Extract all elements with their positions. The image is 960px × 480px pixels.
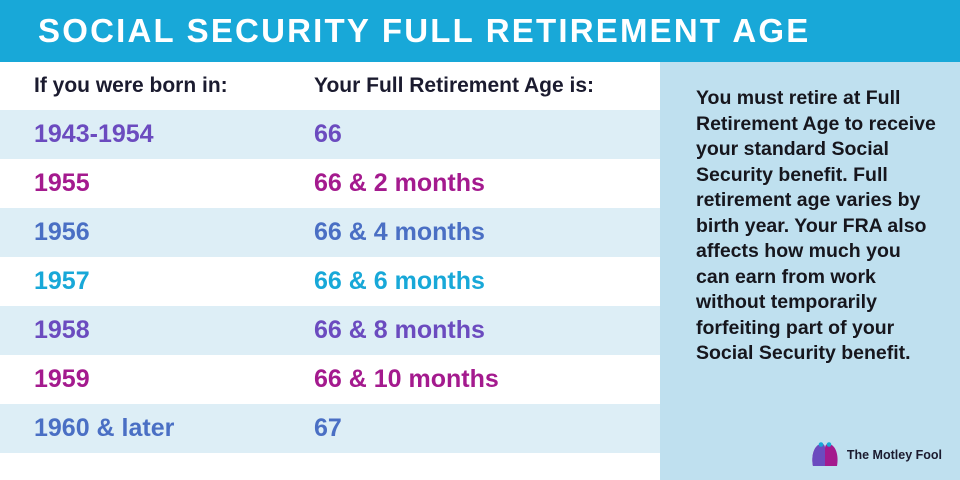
cell-retirement-age: 66 & 2 months (314, 169, 485, 197)
table-header-row (0, 62, 660, 110)
cell-birth-year: 1943-1954 (34, 120, 154, 148)
brand-name: The Motley Fool (846, 448, 942, 462)
page-title: SOCIAL SECURITY FULL RETIREMENT AGE (38, 12, 811, 49)
cell-birth-year: 1957 (34, 267, 90, 295)
cell-retirement-age: 66 & 10 months (314, 365, 499, 393)
cell-birth-year: 1956 (34, 218, 90, 246)
header-bar (0, 0, 960, 62)
column-header-retirement-age: Your Full Retirement Age is: (314, 74, 595, 97)
brand-logo (810, 442, 942, 468)
cell-retirement-age: 67 (314, 414, 342, 442)
cell-retirement-age: 66 & 4 months (314, 218, 485, 246)
side-note-panel (660, 62, 960, 480)
cell-retirement-age: 66 (314, 120, 342, 148)
cell-birth-year: 1955 (34, 169, 90, 197)
table-row (0, 110, 660, 159)
table-row (0, 404, 660, 453)
table-row (0, 208, 660, 257)
side-note-text: You must retire at Full Retirement Age to receive your standard Social Security benefit. Full retirement age varies by birth year. Your FRA also affects how much you can earn from work without temporarily forfeiting part of your Social Security benefit. (696, 87, 936, 365)
table-row (0, 355, 660, 404)
table-row (0, 159, 660, 208)
column-header-birth-year: If you were born in: (34, 74, 228, 97)
table-row (0, 306, 660, 355)
cell-retirement-age: 66 & 6 months (314, 267, 485, 295)
cell-birth-year: 1959 (34, 365, 90, 393)
cell-retirement-age: 66 & 8 months (314, 316, 485, 344)
retirement-age-table (0, 62, 660, 480)
table-row (0, 257, 660, 306)
cell-birth-year: 1958 (34, 316, 90, 344)
jester-hat-icon (810, 442, 840, 468)
cell-birth-year: 1960 & later (34, 414, 175, 442)
